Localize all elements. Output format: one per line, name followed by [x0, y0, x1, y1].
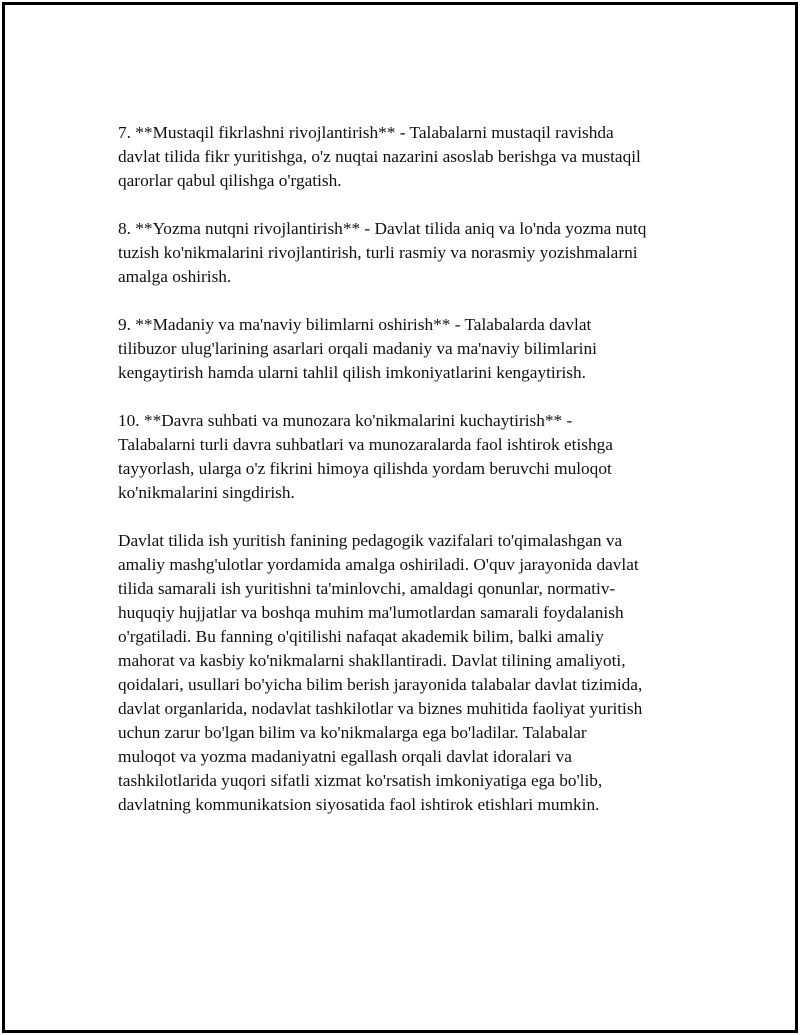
- summary-paragraph: Davlat tilida ish yuritish fanining pedagogik vazifalari to'qimalashgan va amaliy mashg'ulotlar yordamida amalga oshiriladi. O'quv jarayonida davlat tilida samarali ish yuritishni ta'minlovchi, amaldagi qonunlar, normativ- huquqiy hujjatlar va boshqa muhim ma'lumotlardan samarali foydalanish o'rgatiladi. Bu fanning o'qitilishi nafaqat akademik bilim, balki amaliy mahorat va kasbiy ko'nikmalarni shakllantiradi. Davlat tilining amaliyoti, qoidalari, usullari bo'yicha bilim berish jarayonida talabalar davlat tizimida, davlat organlarida, nodavlat tashkilotlar va biznes muhitida faoliyat yuritish uchun zarur bo'lgan bilim va ko'nikmalarga ega bo'ladilar. Talabalar muloqot va yozma madaniyatni egallash orqali davlat idoralari va tashkilotlarida yuqori sifatli xizmat ko'rsatish imkoniyatiga ega bo'lib, davlatning kommunikatsion siyosatida faol ishtirok etishlari mumkin.: [118, 531, 643, 814]
- list-item-10: 10. **Davra suhbati va munozara ko'nikmalarini kuchaytirish** - Talabalarni turli davra suhbatlari va munozaralarda faol ishtirok etishga tayyorlash, ularga o'z fikrini himoya qilishda yordam beruvchi muloqot ko'nikmalarini singdirish.: [118, 411, 613, 502]
- document-page: [2, 2, 798, 1033]
- document-body: [118, 121, 703, 841]
- list-item-7: 7. **Mustaqil fikrlashni rivojlantirish** - Talabalarni mustaqil ravishda davlat tilida fikr yuritishga, o'z nuqtai nazarini asoslab berishga va mustaqil qarorlar qabul qilishga o'rgatish.: [118, 123, 641, 190]
- list-item-8: 8. **Yozma nutqni rivojlantirish** - Davlat tilida aniq va lo'nda yozma nutq tuzish ko'nikmalarini rivojlantirish, turli rasmiy va norasmiy yozishmalarni amalga oshirish.: [118, 219, 647, 286]
- list-item-9: 9. **Madaniy va ma'naviy bilimlarni oshirish** - Talabalarda davlat tilibuzor ulug'larining asarlari orqali madaniy va ma'naviy bilimlarini kengaytirish hamda ularni tahlil qilish imkoniyatlarini kengaytirish.: [118, 315, 597, 382]
